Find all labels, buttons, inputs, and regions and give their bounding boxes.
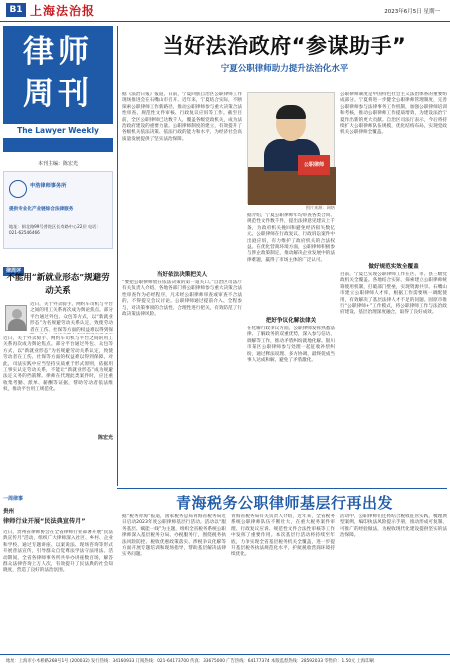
page-header [0, 0, 450, 22]
top-col3-heading: 做好规范实效全覆盖 [368, 264, 419, 270]
weekly-news-text: 近日，贵州省律师协会在全省律师行业部署开展“民法典宣传月”活动，组织广大律师深入社区、乡村、企业和学校，通过专题讲座、以案说法、现场咨询等形式开展普法宣传，引导群众自觉尊法学法守法用法。活动期间，全省各律师事务所共举办讲座数百场，解答群众法律咨询上万人次，有效提升了民法典的社会知晓度，营造了良好的法治氛围。 [3, 530, 113, 574]
top-col1-text2: “要把公职律师放在依法决策的第一道关口。”自治区司法厅有关负责人介绍，各地各部门将公职律师参与重大决策合法性审查作为必经程序，凡未经公职律师审查或审查不合法的，不得提交会议讨论。公职律师通过提前介入、全程参与，对决策事项的合法性、合理性进行把关，有效防范了行政决策法律风险。 [122, 280, 242, 318]
commentary-author: 陈宏光 [97, 435, 113, 441]
top-col2-text: 据介绍，宁夏公职律师年均审查各类合同、规范性文件数千件，提出法律意见建议上千条，为政府机关挽回和避免经济损失数亿元。公职律师在行政复议、行政诉讼案件中出庭应诉，有力维护了政府机关的合法权益。在优化营商环境方面，公职律师积极参与涉企政策制定，推动解决企业发展中的法律难题，赢得了市场主体的广泛认可。 [247, 213, 335, 263]
law-firm-name: 申浩律师事务所 [30, 183, 67, 189]
bottom-article-title[interactable]: 青海税务公职律师基层行再出发 [175, 494, 393, 512]
top-col1-heading: 当好依法决策把关人 [156, 272, 208, 278]
newspaper-brand: 上海法治报 [30, 4, 96, 18]
commentary-text-top: 近日，关于外卖骑手、网约车司机与平台之间的用工关系再次成为舆论焦点。部分平台通过外包、众包等方式，以“新就业形态”为名规避劳动关系认定，致使劳动者在工伤、社保等方面的权益难以得到保 [30, 302, 113, 333]
commentary-text: 近日，关于外卖骑手、网约车司机与平台之间的用工关系再次成为舆论焦点。部分平台通过外包、众包等方式，以“新就业形态”为名规避劳动关系认定，致使劳动者在工伤、社保等方面的权益难以得到保障。对此，司法实践中应当坚持实质重于形式原则，依据用工事实认定劳动关系，不能让“新就业形态”成为规避法定义务的挡箭牌。律师在代理此类案件时，应注重收集考勤、派单、薪酬等证据，帮助劳动者依法维权，推动平台用工规范化。 [3, 336, 113, 393]
commentary-tag-label: 律周评 [3, 267, 24, 276]
top-article-subtitle: 宁夏公职律师助力提升法治化水平 [220, 64, 349, 74]
top-col2-heading: 把好争议化解法律关 [265, 318, 317, 324]
commentary-tag [3, 257, 24, 274]
law-firm-slogan: 提供专业化产业链综合法律服务 [9, 207, 74, 212]
top-col3-text2: 目前，宁夏已实现公职律师工作在区、市、县三级党政机关全覆盖。各地结合实际，探索建立公职律师统筹使用机制，打破部门壁垒，实现资源共享。石嘴山市建立公职律师人才库，根据工作需要统一调配使用，有效解决了基层法律人才不足的问题。固原市推行“公职律师+”工作模式，将公职律师工作与法治政府建设、基层治理深度融合，取得了良好成效。 [340, 272, 447, 316]
bottom-col2-text: 青海省税务局有关负责人介绍，近年来，全省税务系统公职律师队伍不断壮大，在重大税务案件审理、行政复议应诉、规范性文件合法性审核等工作中发挥了重要作用。本次基层行活动将持续至年底，力争实现全省基层税务机关全覆盖，进一步提升基层税务执法规范化水平，护航税收营商环境持续优化。 [231, 514, 335, 558]
masthead-line2: 周刊 [23, 76, 93, 112]
page-footer: 地址：上海市小木桥路268号1号 (200032) 发行热线：34160933 订阅热线：021-64173700 传真：33675000 广告热线：64177374 本版监督热线：28592033 零售价：1.50元 上海印刷 [0, 654, 450, 668]
weekly-news-region: 贵州 [3, 509, 15, 515]
avatar-body [8, 319, 26, 331]
article-divider [117, 488, 447, 489]
illustration-caption: 图片来源：网络 [305, 205, 335, 210]
commentary-title[interactable]: 不能用“新就业形态”规避劳动关系 [6, 273, 110, 296]
masthead-english: The Lawyer Weekly [3, 124, 113, 138]
page-badge: B1 [6, 3, 26, 17]
top-article-title[interactable]: 当好法治政府“参谋助手” [162, 34, 407, 58]
law-firm-ad[interactable] [3, 171, 113, 249]
top-col2-text2: 在化解行政争议方面，公职律师发挥熟悉法律、了解政务的双重优势，深入参与信访、调解等工作，推动矛盾纠纷就地化解。银川市某区公职律师参与处理一起征收补偿纠纷，通过释法说理、多方协调，最终促成当事人达成和解，避免了矛盾激化。 [247, 326, 335, 364]
lawyer-illustration [247, 92, 335, 204]
weekly-news-title[interactable]: 律师行业开展“民法典宣传月” [3, 518, 86, 525]
masthead-line1: 律师 [23, 34, 93, 70]
hair-shape [276, 105, 306, 119]
section-masthead [3, 26, 113, 152]
folder-label: 公职律师 [298, 155, 330, 175]
top-col1-text: 据《法治日报》报道，日前，宁夏回族自治区公职律师工作现场推进会在石嘴山市召开。近年来，宁夏结合实际，不断探索公职律师工作新路径，推动公职律师参与重大决策合法性审查、规范性文件审核、行政复议应诉等工作。截至目前，全区公职律师已达数千人，覆盖各级党政机关，成为法治政府建设的重要力量。公职律师制度的建立，有效提升了各级机关依法决策、依法行政的能力和水平，为经济社会高质量发展提供了坚实法治保障。 [122, 92, 242, 142]
author-avatar [5, 305, 27, 331]
weekly-news-tag: 一周律事 [3, 496, 24, 502]
law-firm-contact: 地址：闸北路99号普陀区长寿路中心22层 电话：021-62546466 [9, 224, 101, 235]
column-divider [117, 26, 118, 486]
issue-date: 2023年6月5日 星期一 [384, 9, 440, 15]
editor-credit: 本刊主编：陈宏光 [37, 161, 78, 167]
law-firm-logo-icon [9, 180, 27, 198]
avatar-head [12, 309, 22, 319]
top-col3-text: 公职律师制度是中国特色社会主义法治体系的重要组成部分。宁夏将进一步健全公职律师管理制度，完善公职律师参与法律事务工作机制，加强公职律师培训和考核，推动公职律师工作提质增效，为建设法治宁夏作出新的更大贡献。自治区司法厅表示，今后将持续扩大公职律师队伍规模，优化结构布局，实现党政机关公职律师全覆盖。 [340, 92, 447, 136]
bottom-col3-text: 活动中，公职律师们还将结合税收征管实践，梳理典型案例，编印执法风险提示手册，推动形成可复制、可推广的经验做法，为税收现代化建设提供坚实的法治保障。 [340, 514, 447, 539]
bottom-col1-text: 据“税务青海”报道，国家税务总局青海省税务局近日启动2023年度公职律师基层行活动。活动以“服务基层、赋能一线”为主题，组织全省税务系统公职律师深入基层税务分局、办税服务厅，围绕税务执法风险防控、税收优惠政策落实、涉税争议化解等方面开展专题培训和现场指导，帮助基层解决法律实务问题。 [122, 514, 226, 558]
